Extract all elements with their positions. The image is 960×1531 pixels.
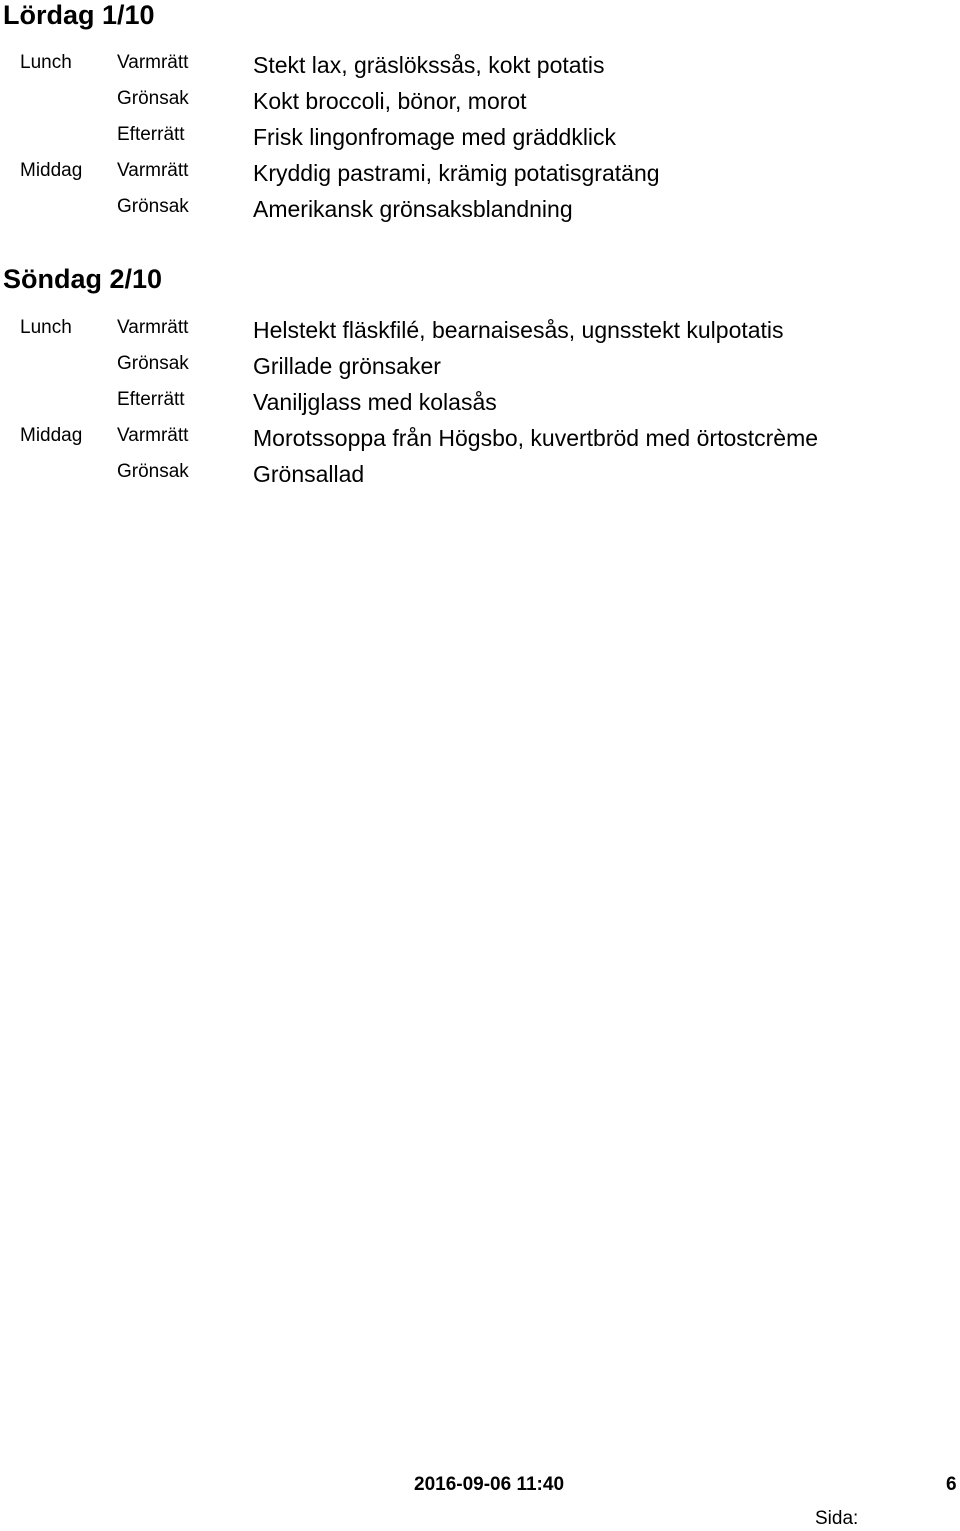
dish-name: Vaniljglass med kolasås	[253, 389, 497, 415]
dish-name: Amerikansk grönsaksblandning	[253, 196, 573, 222]
dish-name: Kryddig pastrami, krämig potatisgratäng	[253, 160, 660, 186]
dish-name: Grönsallad	[253, 461, 365, 487]
course-label: Grönsak	[117, 88, 189, 109]
page-number: 6	[946, 1474, 957, 1495]
dish-name: Grillade grönsaker	[253, 353, 441, 379]
meal-label: Middag	[20, 425, 83, 446]
course-label: Efterrätt	[117, 124, 185, 145]
menu-row	[0, 117, 960, 153]
menu-row	[0, 81, 960, 117]
course-label: Varmrätt	[117, 317, 189, 338]
dish-name: Kokt broccoli, bönor, morot	[253, 88, 527, 114]
page-label: Sida:	[815, 1508, 859, 1529]
menu-row	[0, 346, 960, 382]
menu-row	[0, 382, 960, 418]
dish-name: Morotssoppa från Högsbo, kuvertbröd med örtostcrème	[253, 425, 819, 451]
day-heading-saturday: Lördag 1/10	[3, 0, 155, 30]
course-label: Grönsak	[117, 461, 189, 482]
dish-name: Stekt lax, gräslökssås, kokt potatis	[253, 52, 605, 78]
dish-name: Frisk lingonfromage med gräddklick	[253, 124, 617, 150]
dish-name: Helstekt fläskfilé, bearnaisesås, ugnsstekt kulpotatis	[253, 317, 784, 343]
course-label: Grönsak	[117, 353, 189, 374]
meal-label: Lunch	[20, 317, 72, 338]
course-label: Varmrätt	[117, 425, 189, 446]
menu-table-saturday	[0, 45, 960, 225]
menu-row	[0, 310, 960, 346]
course-label: Grönsak	[117, 196, 189, 217]
menu-row	[0, 189, 960, 225]
menu-row	[0, 418, 960, 454]
menu-table-sunday	[0, 310, 960, 490]
meal-label: Lunch	[20, 52, 72, 73]
course-label: Varmrätt	[117, 52, 189, 73]
menu-row	[0, 153, 960, 189]
course-label: Efterrätt	[117, 389, 185, 410]
course-label: Varmrätt	[117, 160, 189, 181]
day-heading-sunday: Söndag 2/10	[3, 264, 163, 294]
meal-label: Middag	[20, 160, 83, 181]
menu-row	[0, 454, 960, 490]
menu-row	[0, 45, 960, 81]
print-datetime: 2016-09-06 11:40	[414, 1474, 565, 1495]
